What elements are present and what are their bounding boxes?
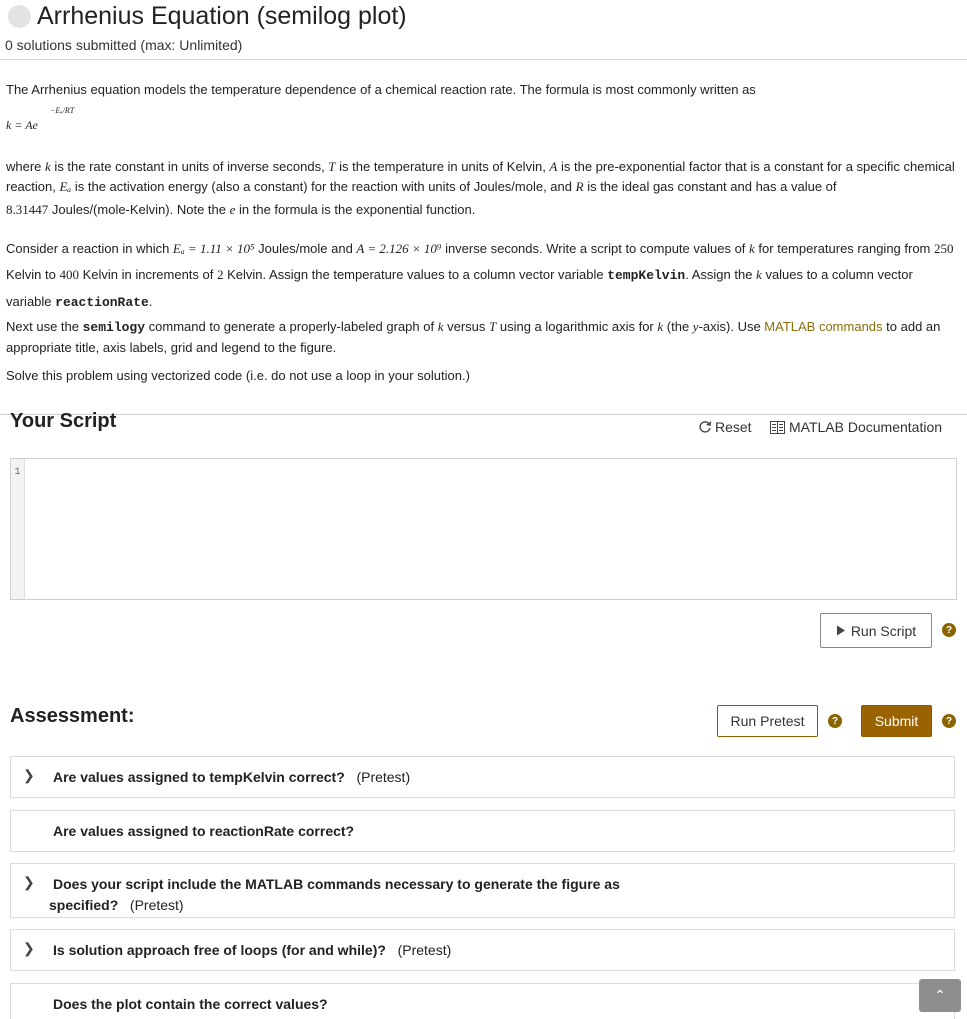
assessment-item-text (49, 874, 620, 916)
math-A-value: A = 2.126 × 10⁹ (356, 241, 442, 256)
chevron-right-icon[interactable]: ❯ (23, 767, 35, 783)
chevron-right-icon[interactable]: ❯ (23, 874, 35, 890)
refresh-icon (698, 420, 712, 434)
math-R-value: 8.31447 (6, 202, 49, 217)
text: Joules/mole and (254, 241, 357, 256)
assessment-item[interactable] (10, 929, 955, 971)
matlab-commands-link[interactable]: MATLAB commands (764, 319, 883, 334)
assessment-item-text (53, 994, 328, 1015)
assessment-item[interactable] (10, 810, 955, 852)
math-Ea-value: Eₐ = 1.11 × 10⁵ (172, 241, 255, 256)
text: where (6, 159, 46, 174)
math-A: A (549, 159, 558, 174)
run-pretest-label: Run Pretest (730, 713, 805, 729)
pretest-tag: (Pretest) (397, 942, 452, 958)
help-icon[interactable]: ? (828, 714, 842, 728)
reset-label: Reset (715, 419, 752, 435)
math-y: y (692, 319, 699, 334)
play-icon (836, 625, 846, 636)
text: inverse seconds. Write a script to compute values of (441, 241, 750, 256)
text: for temperatures ranging from (754, 241, 935, 256)
assessment-question: Does your script include the MATLAB commands necessary to generate the figure as (53, 876, 620, 892)
scroll-to-top-button[interactable] (919, 979, 961, 1012)
math-e: e (229, 202, 236, 217)
assessment-question-cont: specified? (49, 897, 119, 913)
math-Ea: Eₐ (59, 179, 72, 194)
assessment-question: Are values assigned to reactionRate correct? (53, 823, 355, 839)
text: . Assign the (685, 267, 757, 282)
book-icon (770, 421, 785, 434)
chevron-right-icon[interactable]: ❯ (23, 940, 35, 956)
assessment-item[interactable] (10, 756, 955, 798)
text: versus (443, 319, 490, 334)
code-reactionRate: reactionRate (55, 295, 149, 310)
math-T: T (328, 159, 336, 174)
status-indicator-icon (8, 5, 31, 28)
problem-paragraph-4: Solve this problem using vectorized code (i.e. do not use a loop in your solution.) (6, 368, 470, 383)
header-divider (0, 59, 967, 60)
text: Consider a reaction in which (6, 241, 173, 256)
submission-count: 0 solutions submitted (max: Unlimited) (5, 37, 243, 53)
help-icon[interactable]: ? (942, 623, 956, 637)
math-R: R (575, 179, 584, 194)
text: Kelvin to (6, 267, 60, 282)
assessment-item-text (53, 821, 354, 842)
assessment-question: Is solution approach free of loops (for and while)? (53, 942, 386, 958)
script-heading: Your Script (10, 410, 117, 432)
problem-paragraph-2 (6, 236, 961, 316)
text: Next use the (6, 319, 83, 334)
run-pretest-button[interactable] (717, 705, 818, 737)
problem-paragraph-1 (6, 157, 961, 223)
code-semilogy: semilogy (82, 320, 146, 335)
math-increment: 2 (217, 267, 224, 282)
run-script-button[interactable] (820, 613, 932, 648)
text: (the (663, 319, 693, 334)
section-divider (0, 414, 967, 415)
text: is the temperature in units of Kelvin, (335, 159, 550, 174)
assessment-heading: Assessment: (10, 705, 135, 727)
chevron-up-icon: ⌃ (934, 987, 946, 1003)
problem-paragraph-3 (6, 317, 961, 358)
submit-button[interactable] (861, 705, 932, 737)
text: Joules/(mole-Kelvin). Note the (48, 202, 230, 217)
text: is the activation energy (also a constant) for the reaction with units of Joules/mole, and (71, 179, 576, 194)
assessment-question: Does the plot contain the correct values? (53, 996, 328, 1012)
math-k: k (437, 319, 444, 334)
text: in the formula is the exponential function. (235, 202, 476, 217)
text: is the rate constant in units of inverse seconds, (50, 159, 329, 174)
page-title: Arrhenius Equation (semilog plot) (37, 2, 407, 30)
line-number: 1 (14, 467, 21, 478)
assessment-item-text (53, 940, 451, 961)
title-bar (8, 2, 407, 31)
text: -axis). Use (698, 319, 765, 334)
code-tempKelvin: tempKelvin (607, 268, 686, 283)
help-icon[interactable]: ? (942, 714, 956, 728)
math-temp-end: 400 (59, 267, 79, 282)
script-editor[interactable] (10, 458, 957, 600)
formula-exponent: −Eₐ/RT (50, 106, 75, 115)
math-k: k (45, 159, 51, 174)
text: is the ideal gas constant and has a value of (583, 179, 837, 194)
assessment-item[interactable] (10, 863, 955, 918)
submit-label: Submit (874, 713, 919, 729)
math-k: k (657, 319, 664, 334)
math-k: k (756, 267, 762, 282)
math-temp-start: 250 (934, 241, 954, 256)
math-k: k (749, 241, 755, 256)
text: using a logarithmic axis for (496, 319, 658, 334)
formula-lhs: k = Ae (6, 118, 38, 132)
run-script-label: Run Script (850, 622, 917, 639)
assessment-item-text (53, 767, 410, 788)
assessment-question: Are values assigned to tempKelvin correct? (53, 769, 345, 785)
math-T: T (489, 319, 497, 334)
text: command to generate a properly-labeled graph of (145, 319, 438, 334)
text: Kelvin in increments of (78, 267, 217, 282)
matlab-documentation-button[interactable] (770, 419, 942, 435)
text: is the pre-exponential factor that is a constant for a specific chemical reaction, (6, 159, 955, 194)
assessment-item[interactable] (10, 983, 955, 1019)
text: Kelvin. Assign the temperature values to a column vector variable (223, 267, 608, 282)
line-number-gutter (11, 459, 25, 599)
text: to add an appropriate title, axis labels, grid and legend to the figure. (6, 319, 941, 355)
text: . (148, 294, 153, 309)
reset-button[interactable] (698, 419, 752, 435)
problem-intro: The Arrhenius equation models the temperature dependence of a chemical reaction rate. The formula is most commonly written as (6, 82, 756, 97)
pretest-tag: (Pretest) (356, 769, 411, 785)
arrhenius-formula (6, 106, 126, 140)
text: values to a column vector variable (6, 267, 913, 309)
pretest-tag: (Pretest) (129, 897, 184, 913)
documentation-label: MATLAB Documentation (789, 419, 943, 435)
